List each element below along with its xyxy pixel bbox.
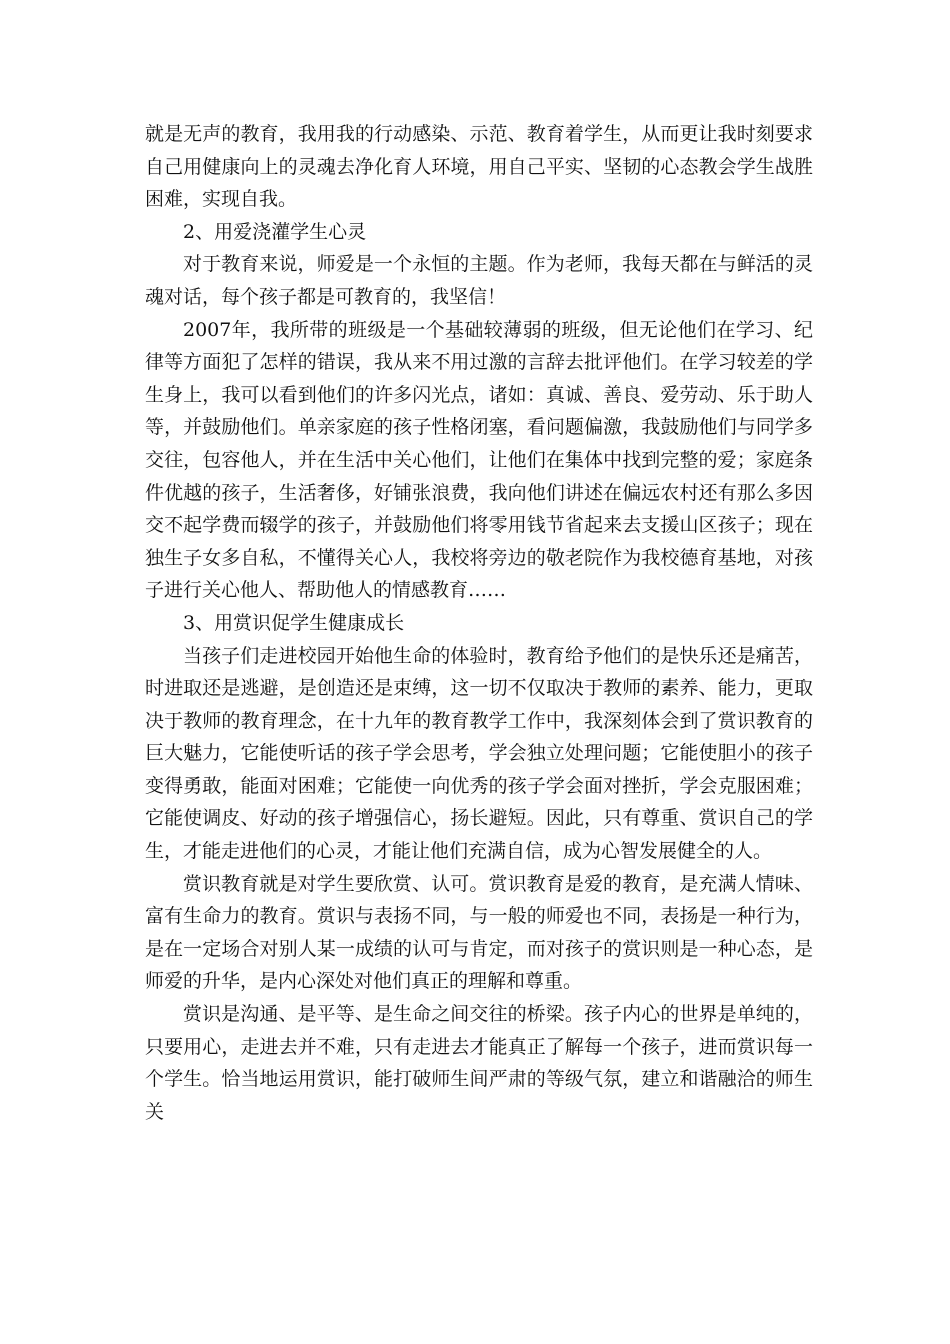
paragraph: 赏识是沟通、是平等、是生命之间交往的桥梁。孩子内心的世界是单纯的，只要用心，走进去并不难，只有走进去才能真正了解每一个孩子，进而赏识每一个学生。恰当地运用赏识，能打破师生间严肃的等级气氛，建立和谐融洽的师生关 [145,1003,813,1123]
section-heading-2: 2、用爱浇灌学生心灵 [183,220,367,243]
paragraph: 当孩子们走进校园开始他生命的体验时，教育给予他们的是快乐还是痛苦，时进取还是逃避，是创造还是束缚，这一切不仅取决于教师的素养、能力，更取决于教师的教育理念，在十九年的教育教学工作中，我深刻体会到了赏识教育的巨大魅力，它能使听话的孩子学会思考，学会独立处理问题；它能使胆小的孩子变得勇敢，能面对困难；它能使一向优秀的孩子学会面对挫折，学会克服困难；它能使调皮、好动的孩子增强信心，扬长避短。因此，只有尊重、赏识自己的学生，才能走进他们的心灵，才能让他们充满自信，成为心智发展健全的人。 [145,644,813,863]
paragraph: 赏识教育就是对学生要欣赏、认可。赏识教育是爱的教育，是充满人情味、富有生命力的教育。赏识与表扬不同，与一般的师爱也不同，表扬是一种行为，是在一定场合对别人某一成绩的认可与肯定，而对孩子的赏识则是一种心态，是师爱的升华，是内心深处对他们真正的理解和尊重。 [145,872,813,993]
paragraph: 2007年，我所带的班级是一个基础较薄弱的班级，但无论他们在学习、纪律等方面犯了怎样的错误，我从来不用过激的言辞去批评他们。在学习较差的学生身上，我可以看到他们的许多闪光点，诸如：真诚、善良、爱劳动、乐于助人等，并鼓励他们。单亲家庭的孩子性格闭塞，看问题偏激，我鼓励他们与同学多交往，包容他人，并在生活中关心他们，让他们在集体中找到完整的爱；家庭条件优越的孩子，生活奢侈，好铺张浪费，我向他们讲述在偏远农村还有那么多因交不起学费而辍学的孩子，并鼓励他们将零用钱节省起来去支援山区孩子；现在独生子女多自私，不懂得关心人，我校将旁边的敬老院作为我校德育基地，对孩子进行关心他人、帮助他人的情感教育…… [145,318,813,602]
paragraph-continuation: 就是无声的教育，我用我的行动感染、示范、教育着学生，从而更让我时刻要求自己用健康向上的灵魂去净化育人环境，用自己平实、坚韧的心态教会学生战胜困难，实现自我。 [145,123,813,211]
document-page [145,118,813,1128]
section-heading-3: 3、用赏识促学生健康成长 [183,611,405,634]
paragraph: 对于教育来说，师爱是一个永恒的主题。作为老师，我每天都在与鲜活的灵魂对话，每个孩子都是可教育的，我坚信！ [145,253,813,308]
